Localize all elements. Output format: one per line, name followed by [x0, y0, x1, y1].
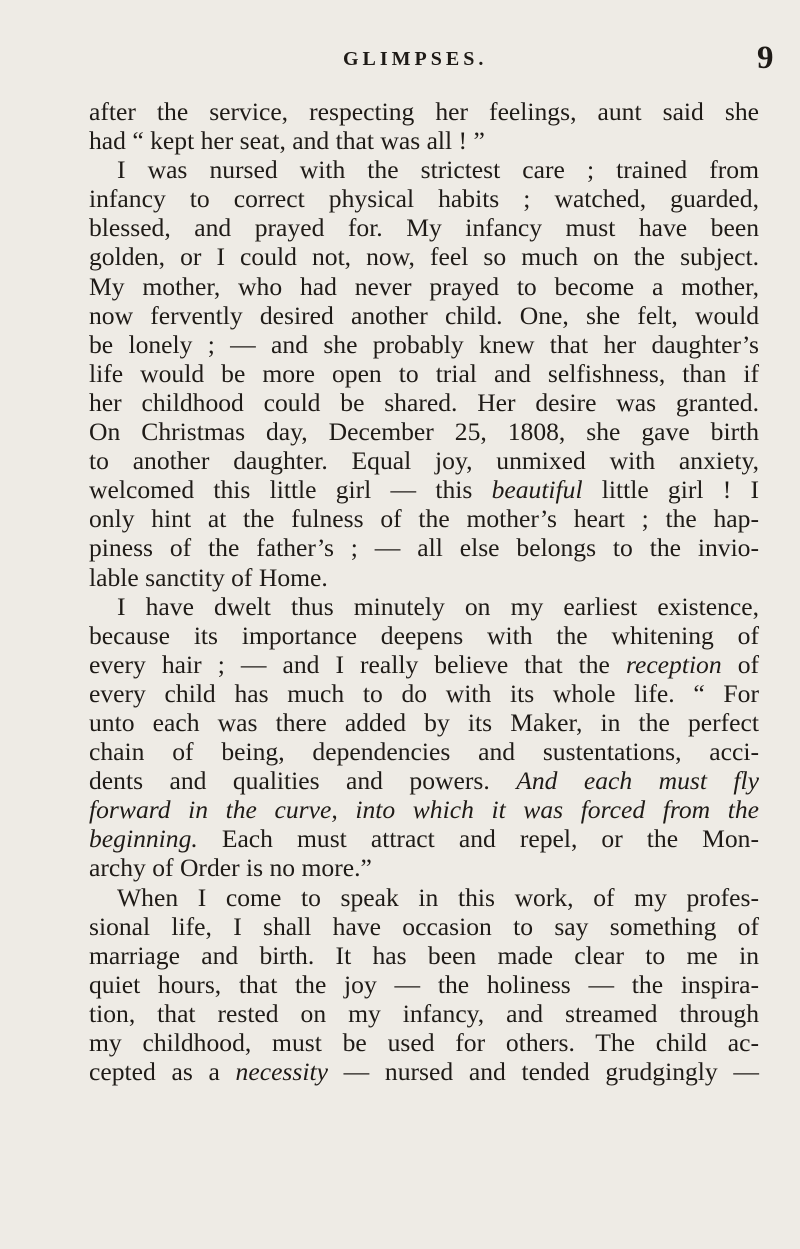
text-line [89, 795, 759, 824]
text-line [89, 766, 759, 795]
text-line-segment: my childhood, must be used for others. The child ac- [89, 1028, 759, 1057]
text-line [89, 999, 759, 1028]
text-line [89, 242, 759, 271]
italic-phrase: And each must fly [516, 766, 759, 796]
text-line-segment: infancy to correct physical habits ; watched, guarded, [89, 184, 759, 214]
text-line [89, 533, 759, 562]
text-line [89, 97, 759, 126]
text-line [89, 1028, 759, 1057]
running-title: GLIMPSES. [343, 48, 488, 70]
text-line [89, 824, 759, 853]
text-line [89, 737, 759, 766]
text-line-segment: cepted as a [89, 1057, 236, 1087]
text-line-segment: to another daughter. Equal joy, unmixed with anxiety, [89, 446, 759, 476]
text-line-segment: Each must attract and repel, or the Mon- [197, 824, 759, 854]
text-line-segment: My mother, who had never prayed to become a mother, [89, 271, 759, 301]
text-line [89, 650, 759, 679]
text-line-segment: When I come to speak in this work, of my profes- [117, 882, 759, 912]
text-line-segment: blessed, and prayed for. My infancy must have been [89, 213, 759, 243]
text-line [89, 388, 759, 417]
text-line [89, 679, 759, 708]
text-line-segment: tion, that rested on my infancy, and streamed through [89, 998, 759, 1028]
italic-phrase: beginning. [89, 824, 198, 854]
text-line [89, 359, 759, 388]
italic-phrase: beautiful [491, 475, 583, 505]
text-line [89, 941, 759, 970]
page-number: 9 [757, 40, 774, 76]
italic-phrase: reception [625, 649, 722, 679]
text-line-segment: On Christmas day, December 25, 1808, she gave birth [89, 417, 759, 447]
italic-phrase: necessity [235, 1057, 328, 1087]
text-line [89, 1057, 759, 1086]
text-line [89, 912, 759, 941]
text-line-segment: golden, or I could not, now, feel so much on the subject. [89, 242, 759, 272]
text-line-segment: — nursed and tended grudgingly — [327, 1057, 759, 1087]
text-line-segment: archy of Order is no more.” [89, 853, 372, 883]
text-line [89, 126, 759, 155]
text-line-segment: unto each was there added by its Maker, in the perfect [89, 707, 759, 737]
text-line [89, 272, 759, 301]
text-line-segment: sional life, I shall have occasion to say something of [89, 911, 759, 941]
text-line-segment: little girl ! I [582, 475, 759, 505]
text-line-segment: be lonely ; — and she probably knew that her daughter’s [89, 329, 759, 359]
text-line [89, 592, 759, 621]
text-line [89, 330, 759, 359]
text-line [89, 621, 759, 650]
text-line [89, 475, 759, 504]
text-line [89, 708, 759, 737]
italic-phrase: forward in the curve, into which it was forced from the [89, 795, 759, 825]
text-line-segment: had “ kept her seat, and that was all ! ” [89, 126, 485, 156]
text-line-segment: quiet hours, that the joy — the holiness — the inspira- [89, 969, 759, 999]
text-line [89, 853, 759, 882]
text-line [89, 301, 759, 330]
text-line-segment: now fervently desired another child. One, she felt, would [89, 300, 759, 330]
text-line-segment: after the service, respecting her feelings, aunt said she [89, 97, 759, 126]
text-line-segment: every hair ; — and I really believe that the [89, 649, 626, 679]
text-line [89, 970, 759, 999]
text-line [89, 883, 759, 912]
text-line-segment: chain of being, dependencies and sustentations, acci- [89, 737, 759, 767]
text-line [89, 184, 759, 213]
running-head [0, 40, 800, 84]
text-line-segment: because its importance deepens with the whitening of [89, 620, 759, 650]
text-line-segment: I was nursed with the strictest care ; trained from [117, 155, 759, 185]
text-line-segment: only hint at the fulness of the mother’s heart ; the hap- [89, 504, 759, 534]
text-line [89, 417, 759, 446]
text-line-segment: welcomed this little girl — this [89, 475, 492, 505]
text-line [89, 446, 759, 475]
text-line [89, 563, 759, 592]
text-line-segment: dents and qualities and powers. [89, 766, 517, 796]
text-line [89, 213, 759, 242]
text-line-segment: of [721, 649, 760, 679]
text-line-segment: marriage and birth. It has been made clear to me in [89, 940, 759, 970]
text-line-segment: I have dwelt thus minutely on my earliest existence, [117, 591, 759, 621]
text-line-segment: lable sanctity of Home. [89, 562, 328, 592]
body-text [89, 97, 759, 1086]
text-line-segment: her childhood could be shared. Her desire was granted. [89, 387, 759, 417]
text-line-segment: life would be more open to trial and selfishness, than if [89, 358, 759, 388]
text-line [89, 155, 759, 184]
text-line [89, 504, 759, 533]
text-line-segment: piness of the father’s ; — all else belongs to the invio- [89, 533, 759, 563]
text-line-segment: every child has much to do with its whole life. “ For [89, 678, 759, 708]
